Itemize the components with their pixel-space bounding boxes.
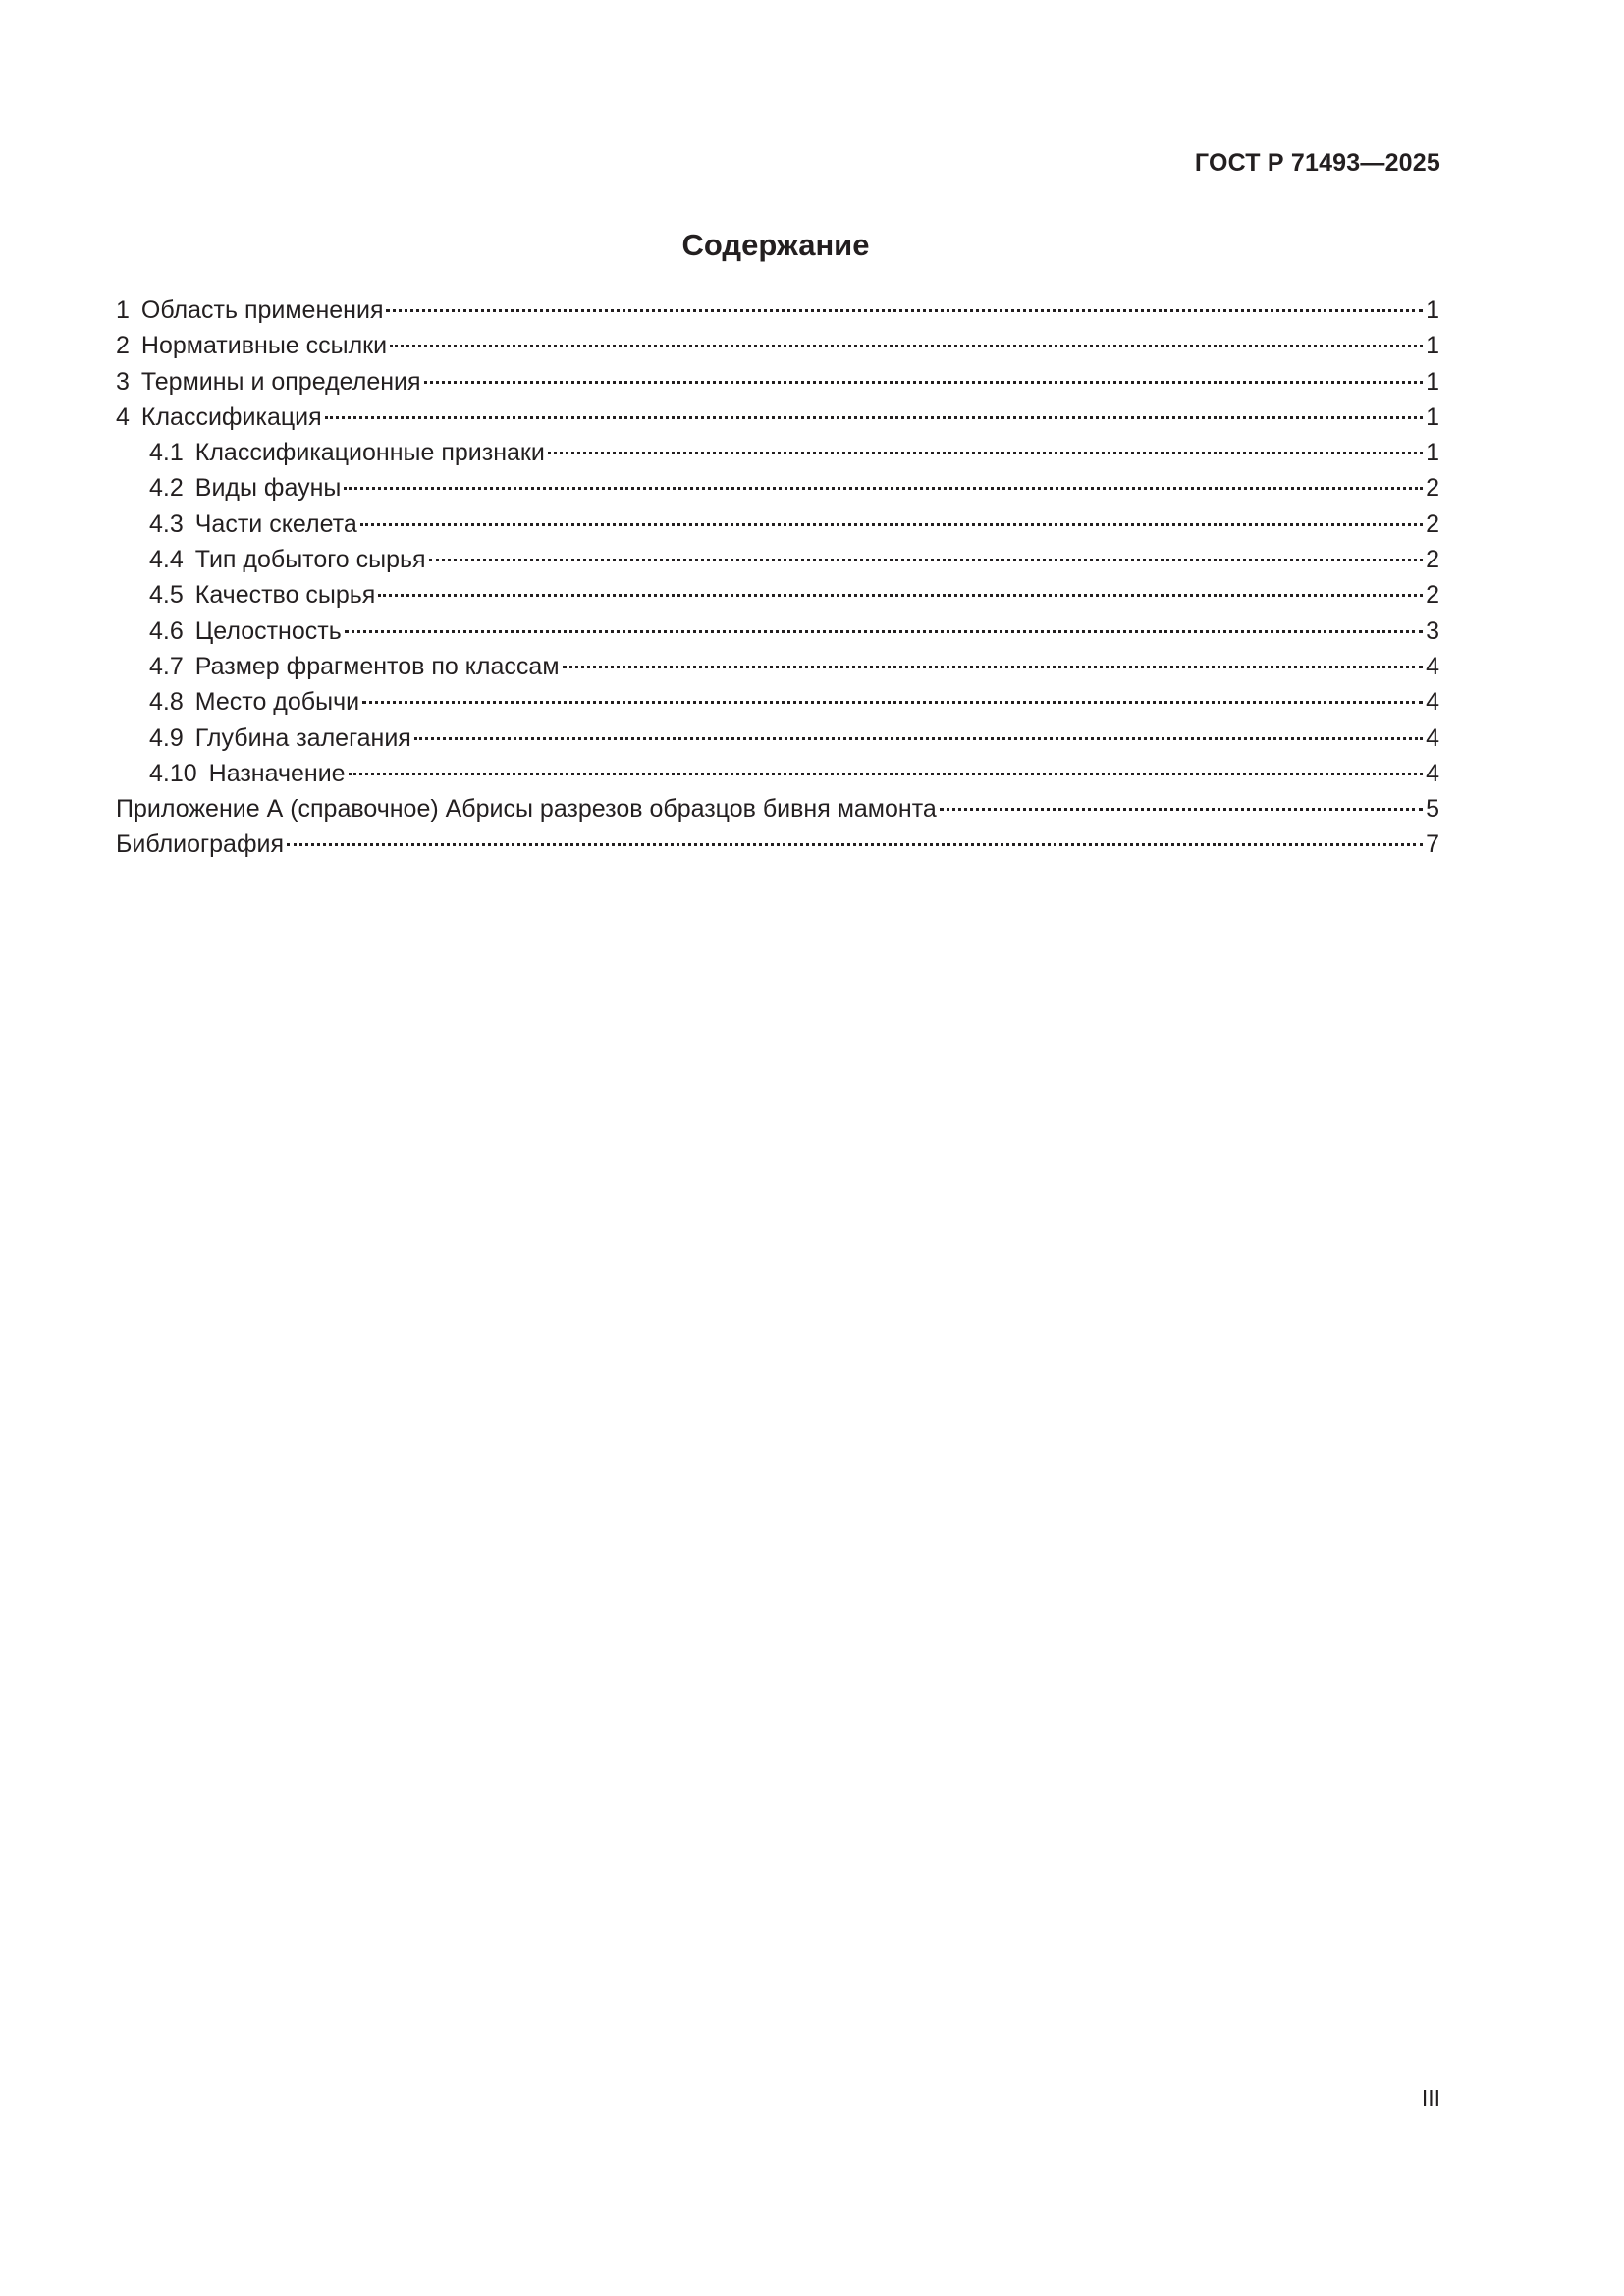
toc-entry-number: 4.1 xyxy=(149,439,184,467)
toc-entry-appendix[interactable] xyxy=(116,791,1439,827)
toc-leader-dots xyxy=(344,487,1423,490)
toc-entry-page: 1 xyxy=(1426,439,1439,467)
toc-entry-number: 4.8 xyxy=(149,688,184,717)
toc-entry-page: 7 xyxy=(1426,830,1439,859)
toc-entry[interactable] xyxy=(116,507,1439,542)
toc-leader-dots xyxy=(386,309,1423,312)
toc-entry-title: Глубина залегания xyxy=(194,723,411,752)
table-of-contents xyxy=(116,293,1439,863)
toc-entry-title: Библиография xyxy=(116,830,285,859)
toc-entry-page: 2 xyxy=(1426,581,1439,610)
toc-entry[interactable] xyxy=(116,435,1439,470)
toc-entry-page: 1 xyxy=(1426,402,1439,431)
toc-entry[interactable] xyxy=(116,721,1439,756)
toc-entry[interactable] xyxy=(116,470,1439,506)
toc-leader-dots xyxy=(940,808,1423,811)
toc-entry-title: Тип добытого сырья xyxy=(194,546,426,574)
toc-entry[interactable] xyxy=(116,756,1439,791)
toc-leader-dots xyxy=(345,630,1423,633)
toc-leader-dots xyxy=(429,559,1424,561)
toc-entry[interactable] xyxy=(116,542,1439,577)
toc-entry-number: 4.10 xyxy=(149,759,197,787)
toc-leader-dots xyxy=(287,843,1423,846)
toc-entry-number: 1 xyxy=(116,296,130,324)
toc-leader-dots xyxy=(548,452,1423,454)
toc-entry-title: Виды фауны xyxy=(194,474,342,503)
toc-leader-dots xyxy=(424,381,1424,384)
toc-entry-title: Приложение А (справочное) Абрисы разрезов образцов бивня мамонта xyxy=(116,795,937,824)
toc-leader-dots xyxy=(325,416,1423,419)
toc-leader-dots xyxy=(414,737,1423,740)
toc-entry[interactable] xyxy=(116,614,1439,649)
toc-entry-page: 4 xyxy=(1426,688,1439,717)
toc-leader-dots xyxy=(378,594,1423,597)
toc-leader-dots xyxy=(390,345,1423,347)
toc-entry-title: Классификационные признаки xyxy=(194,439,545,467)
toc-entry-page: 4 xyxy=(1426,723,1439,752)
toc-entry-title: Область применения xyxy=(140,296,384,324)
toc-entry-title: Нормативные ссылки xyxy=(140,332,388,360)
toc-entry-title: Качество сырья xyxy=(194,581,376,610)
toc-entry-title: Место добычи xyxy=(194,688,360,717)
toc-entry-page: 1 xyxy=(1426,296,1439,324)
toc-entry-number: 4 xyxy=(116,402,130,431)
toc-entry-title: Части скелета xyxy=(194,509,357,538)
toc-leader-dots xyxy=(362,701,1423,704)
toc-entry[interactable] xyxy=(116,328,1439,363)
toc-entry-title: Целостность xyxy=(194,616,342,645)
toc-entry-number: 4.5 xyxy=(149,581,184,610)
toc-entry-page: 2 xyxy=(1426,474,1439,503)
toc-entry[interactable] xyxy=(116,293,1439,328)
toc-entry-title: Термины и определения xyxy=(140,367,421,396)
toc-leader-dots xyxy=(563,666,1424,668)
toc-entry-number: 4.4 xyxy=(149,546,184,574)
toc-entry-number: 4.6 xyxy=(149,616,184,645)
toc-entry-number: 4.2 xyxy=(149,474,184,503)
document-code: ГОСТ Р 71493—2025 xyxy=(1194,149,1440,177)
toc-entry-title: Классификация xyxy=(140,402,322,431)
toc-entry-title: Размер фрагментов по классам xyxy=(194,652,560,680)
toc-entry[interactable] xyxy=(116,400,1439,435)
toc-entry-bibliography[interactable] xyxy=(116,827,1439,862)
toc-entry-page: 4 xyxy=(1426,652,1439,680)
toc-entry-page: 5 xyxy=(1426,795,1439,824)
toc-entry-number: 4.7 xyxy=(149,652,184,680)
toc-entry-page: 3 xyxy=(1426,616,1439,645)
toc-entry-title: Назначение xyxy=(208,759,346,787)
toc-title: Содержание xyxy=(681,228,870,262)
toc-entry-number: 4.9 xyxy=(149,723,184,752)
toc-entry[interactable] xyxy=(116,364,1439,400)
toc-entry[interactable] xyxy=(116,649,1439,684)
toc-leader-dots xyxy=(349,773,1424,775)
toc-entry-number: 2 xyxy=(116,332,130,360)
toc-entry-page: 1 xyxy=(1426,367,1439,396)
toc-entry-number: 4.3 xyxy=(149,509,184,538)
toc-entry-page: 4 xyxy=(1426,759,1439,787)
toc-leader-dots xyxy=(360,523,1423,526)
toc-entry-page: 2 xyxy=(1426,509,1439,538)
toc-entry-page: 2 xyxy=(1426,546,1439,574)
toc-entry-number: 3 xyxy=(116,367,130,396)
toc-entry-page: 1 xyxy=(1426,332,1439,360)
toc-entry[interactable] xyxy=(116,684,1439,720)
page-number: III xyxy=(1421,2085,1440,2110)
toc-entry[interactable] xyxy=(116,577,1439,613)
